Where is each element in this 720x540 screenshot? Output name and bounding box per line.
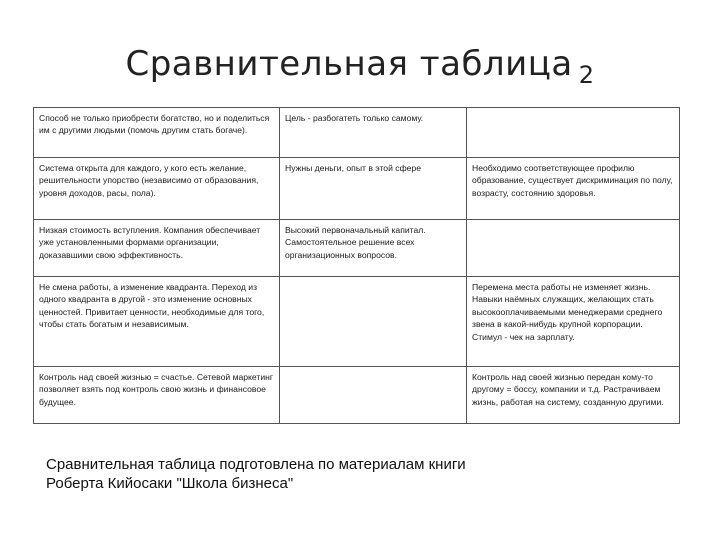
table-row [34, 277, 680, 367]
title-number: 2 [578, 61, 595, 89]
table-cell-job: Перемена места работы не изменяет жизнь. Навыки наёмных служащих, желающих стать высокооплачиваемыми менеджерами среднего звена в какой-нибудь крупной корпорации. Стимул - чек на зарплату. [467, 277, 680, 367]
table-row [34, 108, 680, 158]
table-cell-network: Система открыта для каждого, у кого есть желание, решительности упорство (независимо от образования, уровня доходов, расы, пола). [34, 158, 280, 220]
table-cell-job: Контроль над своей жизнью передан кому-то другому = боссу, компании и т.д. Растрачиваем жизнь, работая на систему, созданную другими. [467, 367, 680, 424]
table-cell-network: Способ не только приобрести богатство, но и поделиться им с другими людьми (помочь другим стать богаче). [34, 108, 280, 158]
table-cell-network: Низкая стоимость вступления. Компания обеспечивает уже установленными формами организации, доказавшими свою эффективность. [34, 220, 280, 277]
table-row [34, 158, 680, 220]
slide-title [0, 44, 720, 89]
table-cell-network: Контроль над своей жизнью = счастье. Сетевой маркетинг позволяет взять под контроль свою жизнь и финансовое будущее. [34, 367, 280, 424]
table-cell-network: Не смена работы, а изменение квадранта. Переход из одного квадранта в другой - это изменение основных ценностей. Привитает ценности, необходимые для того, чтобы стать богатым и независимым. [34, 277, 280, 367]
table-cell-job [467, 220, 680, 277]
source-caption [46, 455, 686, 493]
table-row [34, 220, 680, 277]
table-cell-job [467, 108, 680, 158]
comparison-table [33, 107, 680, 424]
table-cell-job: Необходимо соответствующее профилю образование, существует дискриминация по полу, возрасту, состоянию здоровья. [467, 158, 680, 220]
caption-line-2: Роберта Кийосаки "Школа бизнеса" [46, 475, 294, 492]
table-row [34, 367, 680, 424]
table-cell-business [280, 367, 467, 424]
table-cell-business: Нужны деньги, опыт в этой сфере [280, 158, 467, 220]
table-cell-business [280, 277, 467, 367]
table-cell-business: Высокий первоначальный капитал. Самостоятельное решение всех организационных вопросов. [280, 220, 467, 277]
table-cell-business: Цель - разбогатеть только самому. [280, 108, 467, 158]
caption-line-1: Сравнительная таблица подготовлена по материалам книги [46, 456, 466, 473]
title-text: Сравнительная таблица [125, 44, 573, 84]
